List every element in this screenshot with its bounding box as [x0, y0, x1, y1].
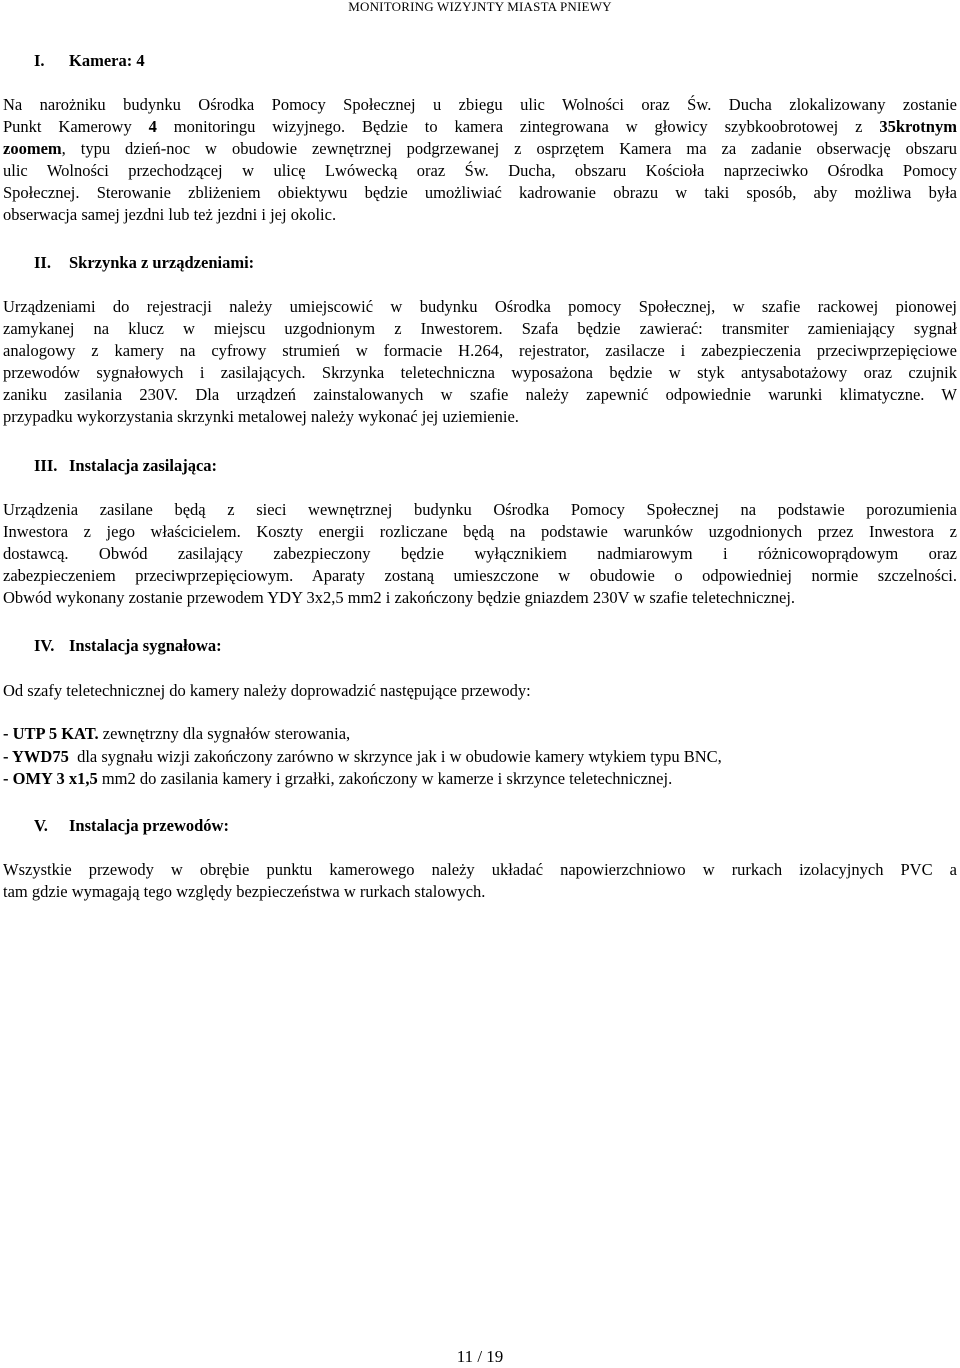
section-1-paragraph	[3, 94, 957, 226]
cable-list-item	[3, 723, 350, 745]
cable-list-item	[3, 768, 672, 790]
section-3-paragraph	[3, 499, 957, 609]
cable-name: - UTP 5 KAT.	[3, 724, 99, 743]
section-heading-5	[34, 815, 229, 837]
text-line: Wszystkie przewody w obrębie punktu kamerowego należy układać napowierzchniowo w rurkach izolacyjnych PVC a	[3, 860, 957, 879]
section-title: Instalacja zasilająca:	[69, 456, 218, 475]
text-line: analogowy z kamery na cyfrowy strumień w formacie H.264, rejestrator, zasilacze i zabezpieczenia przeciwprzepięciowe	[3, 341, 957, 360]
section-title: Skrzynka z urządzeniami:	[69, 253, 255, 272]
cable-name: - OMY 3 x1,5	[3, 769, 98, 788]
section-heading-1	[34, 50, 145, 72]
section-2-paragraph	[3, 296, 957, 428]
section-title: Instalacja sygnałowa:	[69, 636, 222, 655]
text-line: Obwód wykonany zostanie przewodem YDY 3x2,5 mm2 i zakończony będzie gniazdem 230V w szafie teletechnicznej.	[3, 588, 796, 607]
section-title: Kamera: 4	[69, 51, 145, 70]
text-line: Urządzenia zasilane będą z sieci wewnętrznej budynku Ośrodka Pomocy Społecznej na podstawie porozumienia	[3, 500, 957, 519]
cable-description: mm2 do zasilania kamery i grzałki, zakończony w kamerze i skrzynce teletechnicznej.	[97, 769, 673, 788]
text-line: zaniku zasilania 230V. Dla urządzeń zainstalowanych w szafie należy zapewnić odpowiednie warunki klimatyczne. W	[3, 385, 957, 404]
section-heading-2	[34, 252, 254, 274]
text-line: Inwestora z jego właścicielem. Koszty energii rozliczane będą na podstawie warunków uzgodnionych przez Inwestora z	[3, 522, 957, 541]
cable-description: dla sygnału wizji zakończony zarówno w skrzynce jak i w obudowie kamery wtykiem typu BNC,	[68, 747, 722, 766]
cable-name: - YWD75	[3, 747, 69, 766]
section-number: IV.	[34, 636, 55, 655]
text-line: przypadku wykorzystania skrzynki metalowej należy wykonać jej uziemienie.	[3, 407, 519, 426]
text-line: Punkt Kamerowy 4 monitoringu wizyjnego. Będzie to kamera zintegrowana w głowicy szybkoobrotowej z 35krotnym	[3, 117, 957, 136]
page-number: 11 / 19	[456, 1347, 504, 1366]
text-line: ulic Wolności przechodzącej w ulicę Lwówecką oraz Św. Ducha, obszaru Kościoła naprzeciwko Ośrodka Pomocy	[3, 161, 957, 180]
section-number: III.	[34, 456, 58, 475]
section-number: II.	[34, 253, 51, 272]
text-line: Na narożniku budynku Ośrodka Pomocy Społecznej u zbiegu ulic Wolności oraz Św. Ducha zlokalizowany zostanie	[3, 95, 957, 114]
cable-list-item	[3, 746, 722, 768]
section-4-intro: Od szafy teletechnicznej do kamery należy doprowadzić następujące przewody:	[3, 681, 531, 700]
cable-description: zewnętrzny dla sygnałów sterowania,	[98, 724, 351, 743]
running-header: MONITORING WIZYJNTY MIASTA PNIEWY	[348, 0, 612, 14]
text-line: zamykanej na klucz w miejscu uzgodnionym z Inwestorem. Szafa będzie zawierać: transmiter zamieniający sygnał	[3, 319, 957, 338]
text-line: tam gdzie wymagają tego względy bezpieczeństwa w rurkach stalowych.	[3, 882, 486, 901]
section-number: V.	[34, 816, 48, 835]
text-line: zoomem, typu dzień-noc w obudowie zewnętrznej podgrzewanej z osprzętem Kamera ma za zadanie obserwację obszaru	[3, 139, 957, 158]
section-title: Instalacja przewodów:	[69, 816, 229, 835]
text-line: Społecznej. Sterowanie zbliżeniem obiektywu będzie umożliwiać kadrowanie obrazu w taki sposób, aby możliwa była	[3, 183, 957, 202]
text-line: Urządzeniami do rejestracji należy umiejscowić w budynku Ośrodka pomocy Społecznej, w szafie rackowej pionowej	[3, 297, 957, 316]
section-heading-4	[34, 635, 222, 657]
text-line: zabezpieczeniem przeciwprzepięciowym. Aparaty zostaną umieszczone w obudowie o odpowiedniej normie szczelności.	[3, 566, 957, 585]
section-heading-3	[34, 455, 217, 477]
text-line: dostawcą. Obwód zasilający zabezpieczony będzie wyłącznikiem nadmiarowym i różnicowoprądowym oraz	[3, 544, 957, 563]
section-5-paragraph	[3, 859, 957, 903]
text-line: przewodów sygnałowych i zasilających. Skrzynka teletechniczna wyposażona będzie w styk antysabotażowy oraz czujnik	[3, 363, 957, 382]
section-number: I.	[34, 51, 45, 70]
text-line: obserwacja samej jezdni lub też jezdni i jej okolic.	[3, 205, 337, 224]
